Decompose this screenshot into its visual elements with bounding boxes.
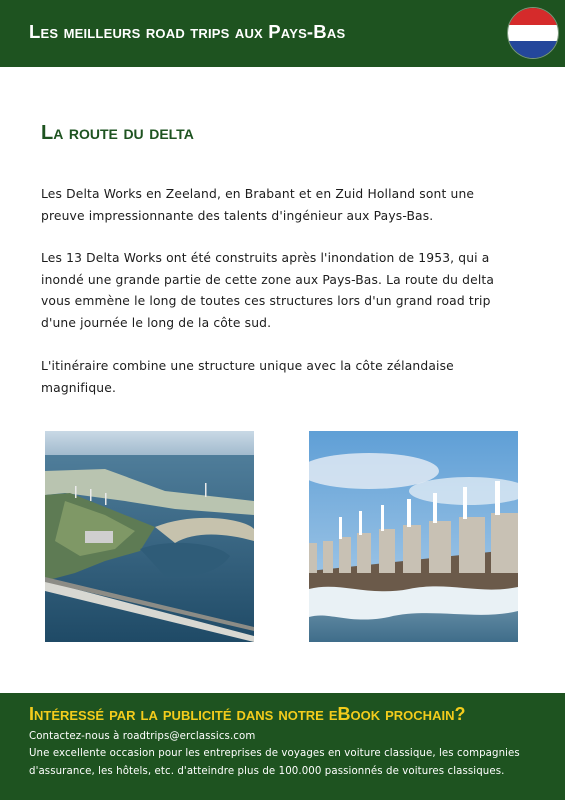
footer-contact: Contactez-nous à roadtrips@erclassics.com — [29, 731, 256, 742]
footer-title: Intéressé par la publicité dans notre eBook prochain? — [29, 704, 466, 724]
paragraph-intro: Les Delta Works en Zeeland, en Brabant et en Zuid Holland sont une preuve impressionnante des talents d'ingénieur aux Pays-Bas. — [41, 187, 475, 223]
netherlands-flag-icon — [508, 8, 558, 58]
delta-works-aerial-photo — [45, 431, 254, 642]
header-title: Les meilleurs road trips aux Pays-Bas — [29, 21, 346, 42]
storm-surge-barrier-photo — [309, 431, 518, 642]
paragraph-history: Les 13 Delta Works ont été construits après l'inondation de 1953, qui a inondé une grande partie de cette zone aux Pays-Bas. La route du delta vous emmène le long de toutes ces structures lors d'un grand road trip d'une journée le long de la côte sud. — [41, 251, 495, 330]
paragraph-itinerary: L'itinéraire combine une structure unique avec la côte zélandaise magnifique. — [41, 359, 454, 395]
footer-description: Une excellente occasion pour les entreprises de voyages en voiture classique, les compagnies d'assurance, les hôtels, etc. d'atteindre plus de 100.000 passionnés de voitures classiques. — [29, 748, 520, 777]
section-title: La route du delta — [41, 122, 194, 144]
